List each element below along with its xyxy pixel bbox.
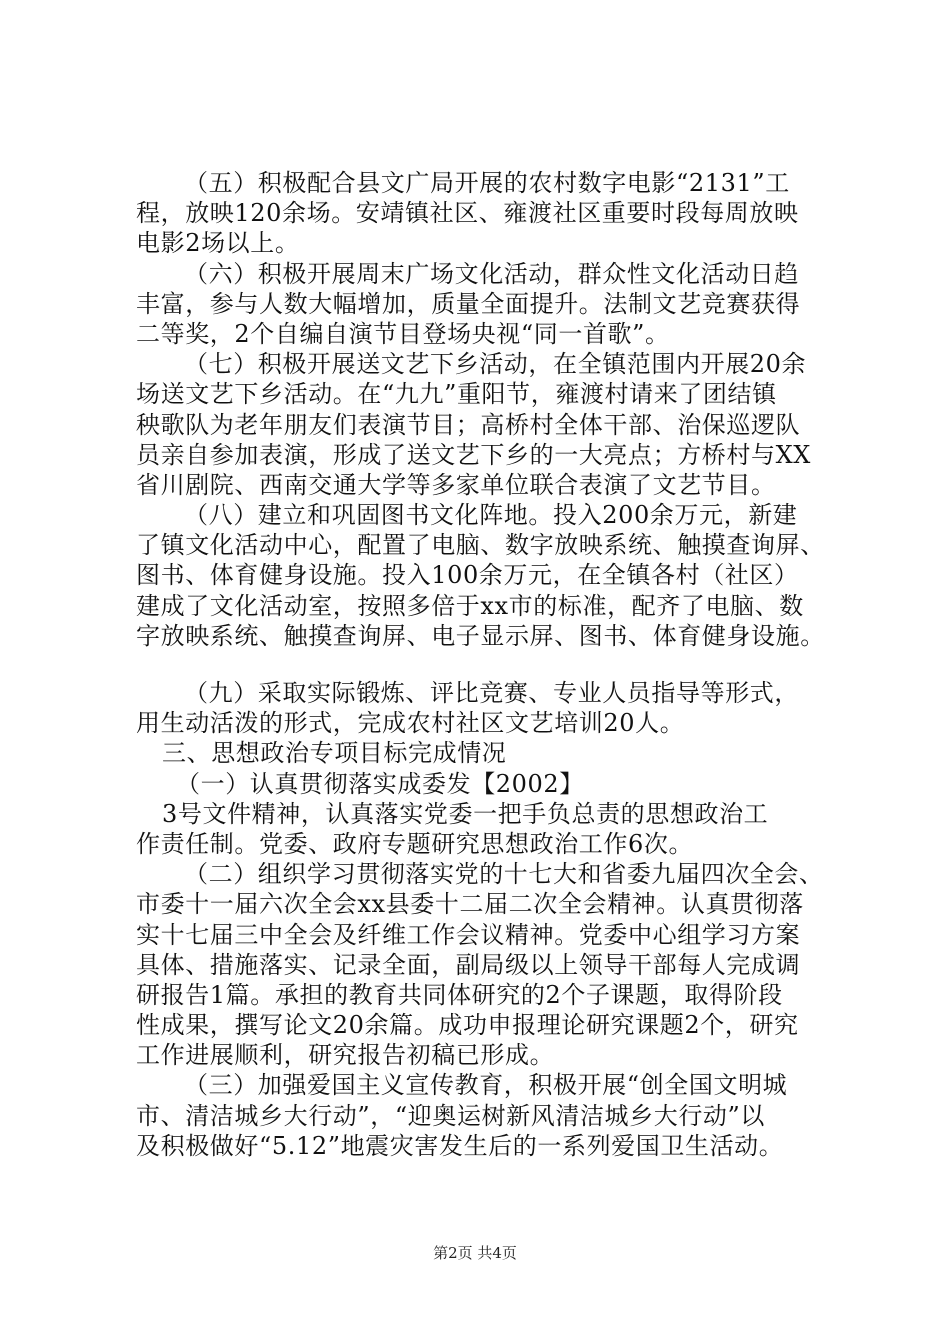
paragraph-line: 建成了文化活动室，按照多倍于xx市的标准，配齐了电脑、数 bbox=[136, 591, 804, 620]
paragraph-item-3 bbox=[136, 1070, 826, 1161]
paragraph-line: 字放映系统、触摸查询屏、电子显示屏、图书、体育健身设施。 bbox=[136, 621, 825, 650]
paragraph-item-1-body bbox=[136, 799, 826, 859]
paragraph-line: 二等奖，2个自编自演节目登场央视“同一首歌”。 bbox=[136, 319, 670, 348]
paragraph-line: （六）积极开展周末广场文化活动，群众性文化活动日趋 bbox=[184, 259, 799, 288]
paragraph-line: 研报告1篇。承担的教育共同体研究的2个子课题，取得阶段 bbox=[136, 980, 783, 1009]
paragraph-line: 程，放映120余场。安靖镇社区、雍渡社区重要时段每周放映 bbox=[136, 199, 799, 228]
page-footer: 第2页 共4页 bbox=[433, 1244, 517, 1262]
paragraph-line: 省川剧院、西南交通大学等多家单位联合表演了文艺节目。 bbox=[136, 470, 776, 499]
paragraph-7 bbox=[136, 349, 826, 500]
paragraph-line: 用生动活泼的形式，完成农村社区文艺培训20人。 bbox=[136, 709, 685, 738]
paragraph-line: 市委十一届六次全会xx县委十二届二次全会精神。认真贯彻落 bbox=[136, 890, 804, 919]
item-heading-1: （一）认真贯彻落实成委发【2002】 bbox=[176, 769, 584, 798]
paragraph-line: 员亲自参加表演，形成了送文艺下乡的一大亮点；方桥村与XX bbox=[136, 440, 811, 469]
paragraph-line: 市、清洁城乡大行动”，“迎奥运树新风清洁城乡大行动”以 bbox=[136, 1101, 766, 1130]
paragraph-item-2 bbox=[136, 859, 826, 1070]
paragraph-line: 3号文件精神，认真落实党委一把手负总责的思想政治工 bbox=[162, 799, 769, 828]
paragraph-line: 丰富，参与人数大幅增加，质量全面提升。法制文艺竞赛获得 bbox=[136, 289, 801, 318]
paragraph-line: （九）采取实际锻炼、评比竞赛、专业人员指导等形式， bbox=[184, 679, 799, 707]
paragraph-9 bbox=[136, 678, 826, 738]
paragraph-line: 实十七届三中全会及纤维工作会议精神。党委中心组学习方案 bbox=[136, 920, 801, 949]
document-body bbox=[136, 168, 826, 1161]
paragraph-8 bbox=[136, 500, 826, 651]
paragraph-6 bbox=[136, 259, 826, 350]
paragraph-line: 性成果，撰写论文20余篇。成功申报理论研究课题2个，研究 bbox=[136, 1011, 799, 1040]
paragraph-line: 图书、体育健身设施。投入100余万元，在全镇各村（社区） bbox=[136, 561, 799, 590]
paragraph-line: （七）积极开展送文艺下乡活动，在全镇范围内开展20余 bbox=[184, 350, 807, 379]
paragraph-line: 具体、措施落实、记录全面，副局级以上领导干部每人完成调 bbox=[136, 950, 801, 979]
paragraph-line: 场送文艺下乡活动。在“九九”重阳节，雍渡村请来了团结镇 bbox=[136, 380, 777, 409]
paragraph-line: 及积极做好“5.12”地震灾害发生后的一系列爱国卫生活动。 bbox=[136, 1131, 784, 1160]
paragraph-line: （八）建立和巩固图书文化阵地。投入200余万元，新建 bbox=[184, 501, 798, 530]
paragraph-line: （五）积极配合县文广局开展的农村数字电影“2131”工 bbox=[184, 169, 790, 197]
paragraph-line: （二）组织学习贯彻落实党的十七大和省委九届四次全会、 bbox=[184, 860, 824, 889]
paragraph-5 bbox=[136, 168, 826, 259]
paragraph-line: 了镇文化活动中心，配置了电脑、数字放映系统、触摸查询屏、 bbox=[136, 531, 825, 560]
paragraph-line: 工作进展顺利，研究报告初稿已形成。 bbox=[136, 1041, 555, 1070]
paragraph-line: 电影2场以上。 bbox=[136, 229, 300, 258]
paragraph-gap bbox=[136, 651, 826, 678]
paragraph-line: 秧歌队为老年朋友们表演节目；高桥村全体干部、治保巡逻队 bbox=[136, 410, 801, 439]
paragraph-line: 作责任制。党委、政府专题研究思想政治工作6次。 bbox=[136, 829, 694, 858]
section-heading: 三、思想政治专项目标完成情况 bbox=[162, 739, 507, 768]
paragraph-line: （三）加强爱国主义宣传教育，积极开展“创全国文明城 bbox=[184, 1071, 788, 1100]
